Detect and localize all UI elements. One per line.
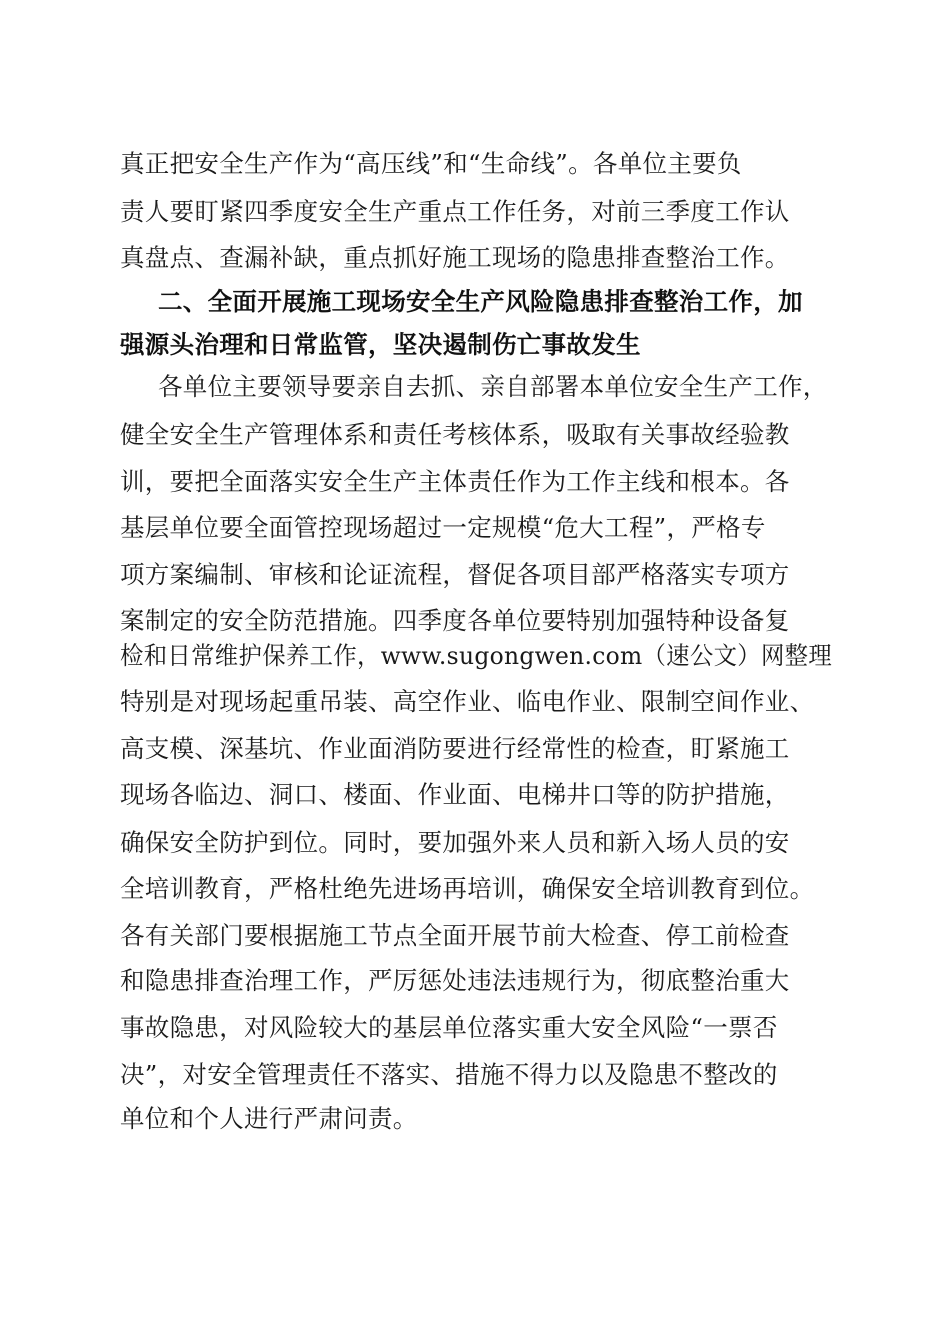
body-line: 和隐患排查治理工作，严厉惩处违法违规行为，彻底整治重大 bbox=[120, 966, 790, 995]
body-line: 健全安全生产管理体系和责任考核体系，吸取有关事故经验教 bbox=[120, 420, 790, 449]
body-line: 案制定的安全防范措施。四季度各单位要特别加强特种设备复 bbox=[120, 606, 790, 635]
intro-line: 真正把安全生产作为“高压线”和“生命线”。各单位主要负 bbox=[120, 149, 742, 178]
section-heading: 二、全面开展施工现场安全生产风险隐患排查整治工作，加 bbox=[158, 287, 803, 316]
body-line: 全培训教育，严格杜绝先进场再培训，确保安全培训教育到位。 bbox=[120, 874, 815, 903]
body-line: 训，要把全面落实安全生产主体责任作为工作主线和根本。各 bbox=[120, 467, 790, 496]
body-line: 基层单位要全面管控现场超过一定规模“危大工程”，严格专 bbox=[120, 513, 766, 542]
body-line: 特别是对现场起重吊装、高空作业、临电作业、限制空间作业、 bbox=[120, 687, 815, 716]
body-line: 决”，对安全管理责任不落实、措施不得力以及隐患不整改的 bbox=[120, 1060, 778, 1089]
intro-line: 真盘点、查漏补缺，重点抓好施工现场的隐患排查整治工作。 bbox=[120, 243, 790, 272]
body-line: 高支模、深基坑、作业面消防要进行经常性的检查，盯紧施工 bbox=[120, 734, 790, 763]
body-line: 单位和个人进行严肃问责。 bbox=[120, 1104, 418, 1133]
body-line: 确保安全防护到位。同时，要加强外来人员和新入场人员的安 bbox=[120, 828, 790, 857]
section-heading: 强源头治理和日常监管，坚决遏制伤亡事故发生 bbox=[120, 330, 641, 359]
body-line: 事故隐患，对风险较大的基层单位落实重大安全风险“一票否 bbox=[120, 1013, 778, 1042]
body-line: 检和日常维护保养工作，www.sugongwen.com（速公文）网整理 bbox=[120, 641, 833, 670]
body-line: 项方案编制、审核和论证流程，督促各项目部严格落实专项方 bbox=[120, 560, 790, 589]
body-line: 各有关部门要根据施工节点全面开展节前大检查、停工前检查 bbox=[120, 921, 790, 950]
body-line: 各单位主要领导要亲自去抓、亲自部署本单位安全生产工作， bbox=[158, 372, 828, 401]
intro-line: 责人要盯紧四季度安全生产重点工作任务，对前三季度工作认 bbox=[120, 197, 790, 226]
body-line: 现场各临边、洞口、楼面、作业面、电梯井口等的防护措施， bbox=[120, 780, 790, 809]
